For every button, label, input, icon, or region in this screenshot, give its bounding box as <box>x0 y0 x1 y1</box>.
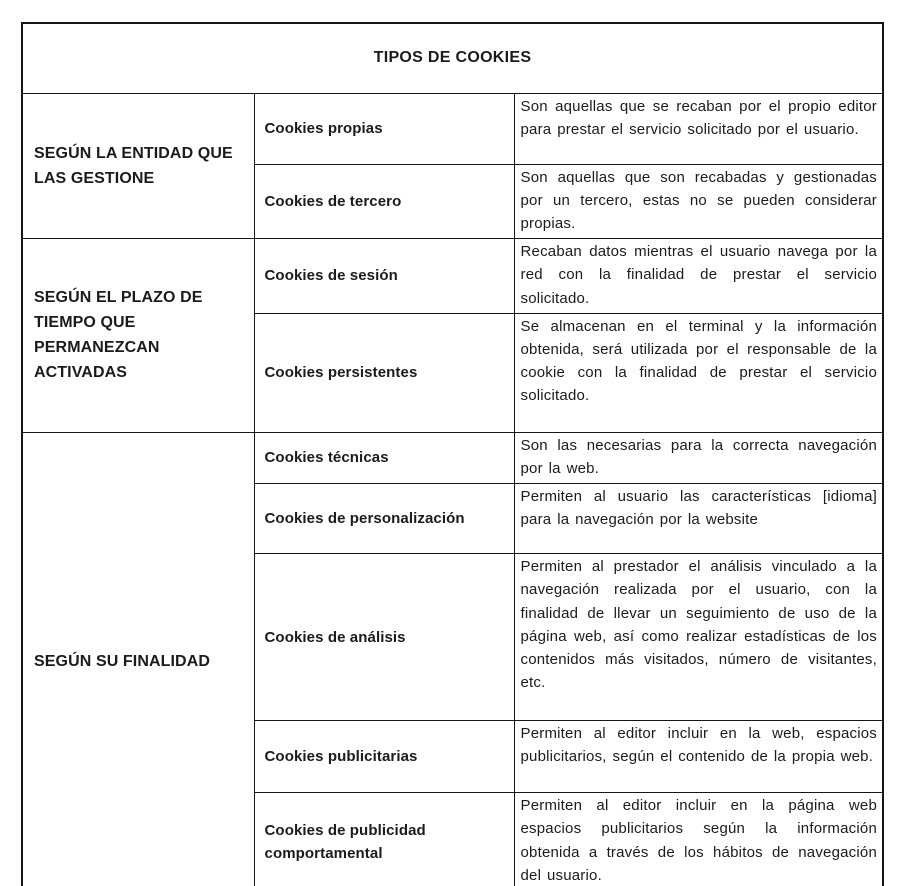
cookies-types-table <box>21 22 884 886</box>
category-cell-finalidad: SEGÚN SU FINALIDAD <box>22 432 254 886</box>
table-row <box>22 239 883 314</box>
table-title: TIPOS DE COOKIES <box>22 23 883 93</box>
cookie-name-cell-analisis: Cookies de análisis <box>254 554 514 721</box>
cookie-description-cell-persistentes: Se almacenan en el terminal y la información obtenida, será utilizada por el responsable de la cookie con la finalidad de prestar el servicio solicitado. <box>514 313 883 432</box>
cookie-name-cell-persistentes: Cookies persistentes <box>254 313 514 432</box>
table-row <box>22 432 883 483</box>
cookie-name-cell-sesion: Cookies de sesión <box>254 239 514 314</box>
cookie-description-cell-sesion: Recaban datos mientras el usuario navega por la red con la finalidad de prestar el servicio solicitado. <box>514 239 883 314</box>
cookie-name-cell-tercero: Cookies de tercero <box>254 164 514 239</box>
cookie-description-cell-publicitarias: Permiten al editor incluir en la web, espacios publicitarios, según el contenido de la propia web. <box>514 721 883 793</box>
table-row <box>22 93 883 164</box>
cookie-description-cell-personalizacion: Permiten al usuario las características [idioma] para la navegación por la website <box>514 484 883 554</box>
cookie-description-cell-tercero: Son aquellas que son recabadas y gestionadas por un tercero, estas no se pueden considerar propias. <box>514 164 883 239</box>
cookie-name-cell-comportamental: Cookies de publicidad comportamental <box>254 793 514 886</box>
cookie-description-cell-comportamental: Permiten al editor incluir en la página web espacios publicitarios según la información obtenida a través de los hábitos de navegación del usuario. <box>514 793 883 886</box>
cookie-description-cell-analisis: Permiten al prestador el análisis vinculado a la navegación realizada por el usuario, con la finalidad de llevar un seguimiento de uso de la página web, así como realizar estadísticas de los contenidos más visitados, número de visitantes, etc. <box>514 554 883 721</box>
cookie-name-cell-tecnicas: Cookies técnicas <box>254 432 514 483</box>
cookie-name-cell-personalizacion: Cookies de personalización <box>254 484 514 554</box>
cookie-description-cell-propias: Son aquellas que se recaban por el propio editor para prestar el servicio solicitado por el usuario. <box>514 93 883 164</box>
cookie-description-cell-tecnicas: Son las necesarias para la correcta navegación por la web. <box>514 432 883 483</box>
cookie-name-cell-propias: Cookies propias <box>254 93 514 164</box>
table-title-row <box>22 23 883 93</box>
cookie-name-cell-publicitarias: Cookies publicitarias <box>254 721 514 793</box>
category-cell-entidad: SEGÚN LA ENTIDAD QUE LAS GESTIONE <box>22 93 254 239</box>
category-cell-plazo: SEGÚN EL PLAZO DE TIEMPO QUE PERMANEZCAN ACTIVADAS <box>22 239 254 433</box>
